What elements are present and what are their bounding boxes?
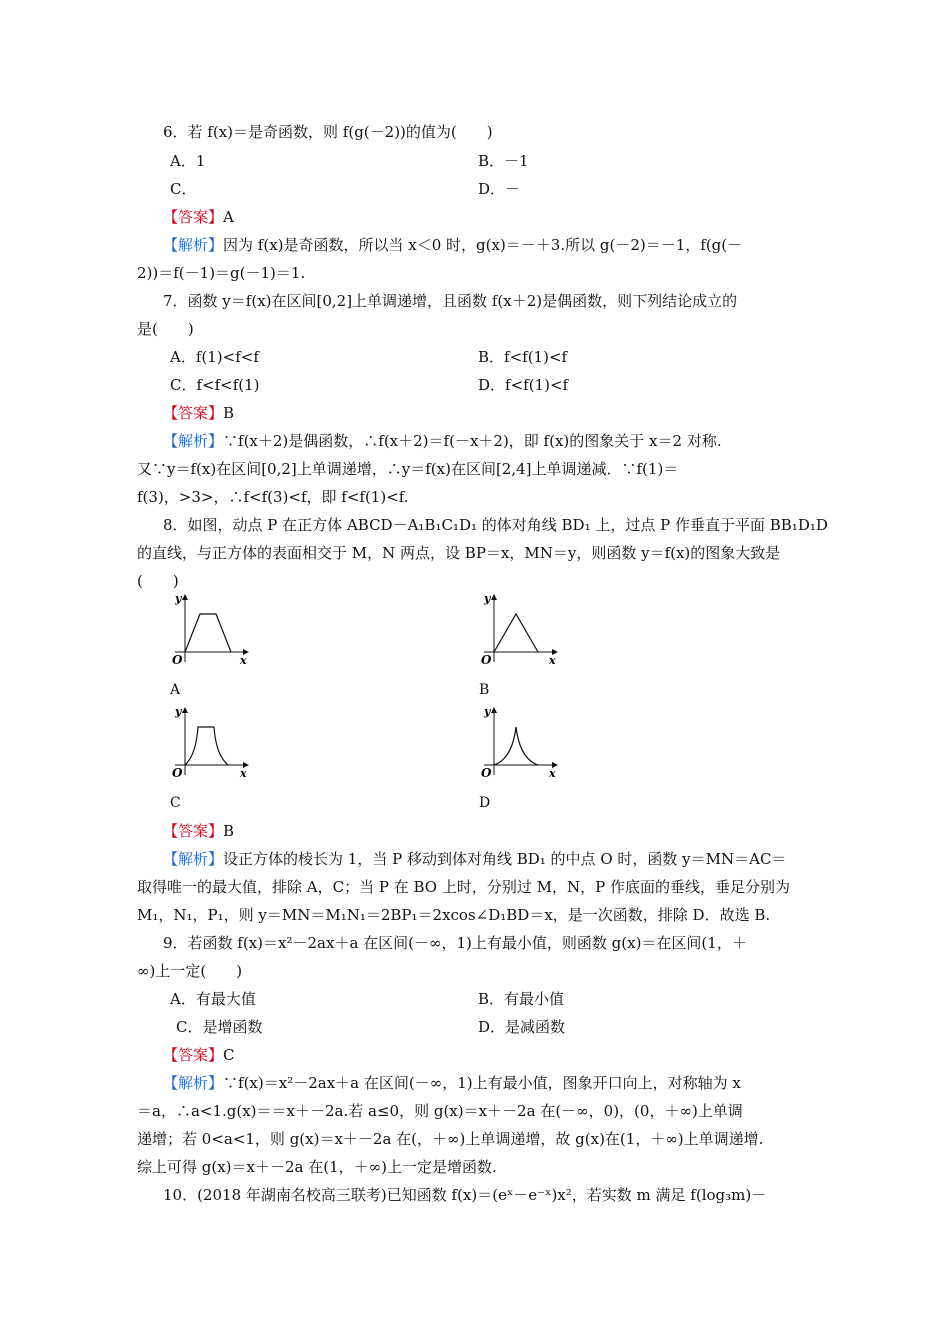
q6-option-a: A．1 (170, 152, 206, 170)
graph-a-label: A (170, 682, 181, 698)
explanation-tag: 【解析】 (163, 236, 224, 254)
q9-option-d: D．是减函数 (478, 1018, 566, 1036)
q9-option-b: B．有最小值 (478, 990, 565, 1008)
curve (185, 727, 228, 765)
axis-y-label: y (175, 705, 182, 718)
q9-explanation-line2: ＝a，∴a<1.g(x)＝＝x＋－2a.若 a≤0，则 g(x)＝x＋－2a 在(－∞，0)，(0，＋∞)上单调 (137, 1102, 743, 1120)
answer-value: C (223, 1046, 235, 1064)
q6-explanation-line1 (163, 235, 742, 255)
answer-value: B (223, 822, 235, 840)
q6-answer (163, 207, 234, 227)
origin-label: O (172, 766, 183, 780)
axis-y-label: y (175, 592, 182, 605)
graph-a (165, 590, 255, 670)
explanation-text: 因为 f(x)是奇函数，所以当 x＜0 时，g(x)＝－＋3.所以 g(－2)＝－1，f(g(－ (223, 236, 743, 254)
q6-stem: 6．若 f(x)＝是奇函数，则 f(g(－2))的值为( ) (163, 123, 493, 141)
q6-option-b: B．－1 (478, 152, 529, 170)
q7-answer (163, 403, 234, 423)
explanation-text: ∵f(x＋2)是偶函数，∴f(x＋2)＝f(－x＋2)，即 f(x)的图象关于 x＝2 对称. (223, 432, 722, 450)
q9-option-a: A．有最大值 (170, 990, 256, 1008)
answer-value: B (223, 404, 235, 422)
q10-stem-line1: 10．(2018 年湖南名校高三联考)已知函数 f(x)＝(eˣ－e⁻ˣ)x²，若实数 m 满足 f(log₃m)－ (163, 1186, 767, 1204)
q6-explanation-line2: 2))＝f(－1)＝g(－1)＝1. (137, 264, 306, 282)
q8-explanation-line3: M₁，N₁，P₁，则 y＝MN＝M₁N₁＝2BP₁＝2xcos∠D₁BD＝x，是一次函数，排除 D．故选 B. (137, 906, 771, 924)
axis-x-label: x (549, 654, 556, 667)
explanation-tag: 【解析】 (163, 850, 224, 868)
q6-option-d: D．－ (478, 180, 521, 198)
axis-x-label: x (549, 767, 556, 780)
q7-explanation-line2: 又∵y＝f(x)在区间[0,2]上单调递增，∴y＝f(x)在区间[2,4]上单调递减．∵f(1)＝ (137, 460, 679, 478)
y-axis-arrow (491, 707, 497, 713)
q8-explanation-line1 (163, 849, 786, 869)
axis-x-label: x (240, 654, 247, 667)
graph-d-label: D (479, 795, 491, 811)
answer-tag: 【答案】 (163, 208, 224, 226)
q9-explanation-line4: 综上可得 g(x)＝x＋－2a 在(1，＋∞)上一定是增函数. (137, 1158, 497, 1176)
graph-b (474, 590, 564, 670)
q9-explanation-line3: 递增；若 0<a<1，则 g(x)＝x＋－2a 在(，＋∞)上单调递增，故 g(x)在(1，＋∞)上单调递增. (137, 1130, 764, 1148)
q8-explanation-line2: 取得唯一的最大值，排除 A，C；当 P 在 BO 上时，分别过 M，N，P 作底面的垂线，垂足分别为 (137, 878, 790, 896)
q7-option-b: B．f<f(1)<f (478, 348, 568, 366)
q8-stem-line3: ( ) (137, 572, 179, 590)
graph-d (474, 703, 564, 783)
y-axis-arrow (182, 594, 188, 600)
q9-stem-line2: ∞)上一定( ) (137, 962, 243, 980)
explanation-text: 设正方体的棱长为 1，当 P 移动到体对角线 BD₁ 的中点 O 时，函数 y＝MN＝AC＝ (223, 850, 787, 868)
q9-answer (163, 1045, 235, 1065)
explanation-text: ∵f(x)＝x²－2ax＋a 在区间(－∞，1)上有最小值，图象开口向上，对称轴为 x (223, 1074, 741, 1092)
q8-stem-line2: 的直线，与正方体的表面相交于 M，N 两点，设 BP＝x，MN＝y，则函数 y＝f(x)的图象大致是 (137, 544, 781, 562)
origin-label: O (172, 653, 183, 667)
curve (494, 614, 538, 652)
axis-x-label: x (240, 767, 247, 780)
graph-b-label: B (479, 682, 490, 698)
answer-tag: 【答案】 (163, 1046, 224, 1064)
graph-c-label: C (170, 795, 181, 811)
curve (185, 614, 231, 652)
explanation-tag: 【解析】 (163, 1074, 224, 1092)
q9-option-c: C．是增函数 (176, 1018, 263, 1036)
origin-label: O (481, 766, 492, 780)
explanation-tag: 【解析】 (163, 432, 224, 450)
q7-option-c: C．f<f<f(1) (170, 376, 260, 394)
origin-label: O (481, 653, 492, 667)
q9-explanation-line1 (163, 1073, 741, 1093)
y-axis-arrow (182, 707, 188, 713)
q9-stem-line1: 9．若函数 f(x)＝x²－2ax＋a 在区间(－∞，1)上有最小值，则函数 g(x)＝在区间(1，＋ (163, 934, 747, 952)
q8-answer (163, 821, 234, 841)
q7-explanation-line1 (163, 431, 722, 451)
answer-tag: 【答案】 (163, 404, 224, 422)
curve (494, 727, 538, 765)
y-axis-arrow (491, 594, 497, 600)
answer-value: A (223, 208, 234, 226)
axis-y-label: y (484, 592, 491, 605)
q7-option-a: A．f(1)<f<f (170, 348, 259, 366)
q7-option-d: D．f<f(1)<f (478, 376, 569, 394)
q7-stem-line2: 是( ) (137, 320, 194, 338)
q7-stem-line1: 7．函数 y＝f(x)在区间[0,2]上单调递增，且函数 f(x＋2)是偶函数，则下列结论成立的 (163, 292, 738, 310)
axis-y-label: y (484, 705, 491, 718)
q7-explanation-line3: f(3)，>3>，∴f<f(3)<f，即 f<f(1)<f. (137, 488, 409, 506)
graph-c (165, 703, 255, 783)
q6-option-c: C． (170, 180, 197, 198)
answer-tag: 【答案】 (163, 822, 224, 840)
q8-stem-line1: 8．如图，动点 P 在正方体 ABCD－A₁B₁C₁D₁ 的体对角线 BD₁ 上，过点 P 作垂直于平面 BB₁D₁D (163, 516, 828, 534)
